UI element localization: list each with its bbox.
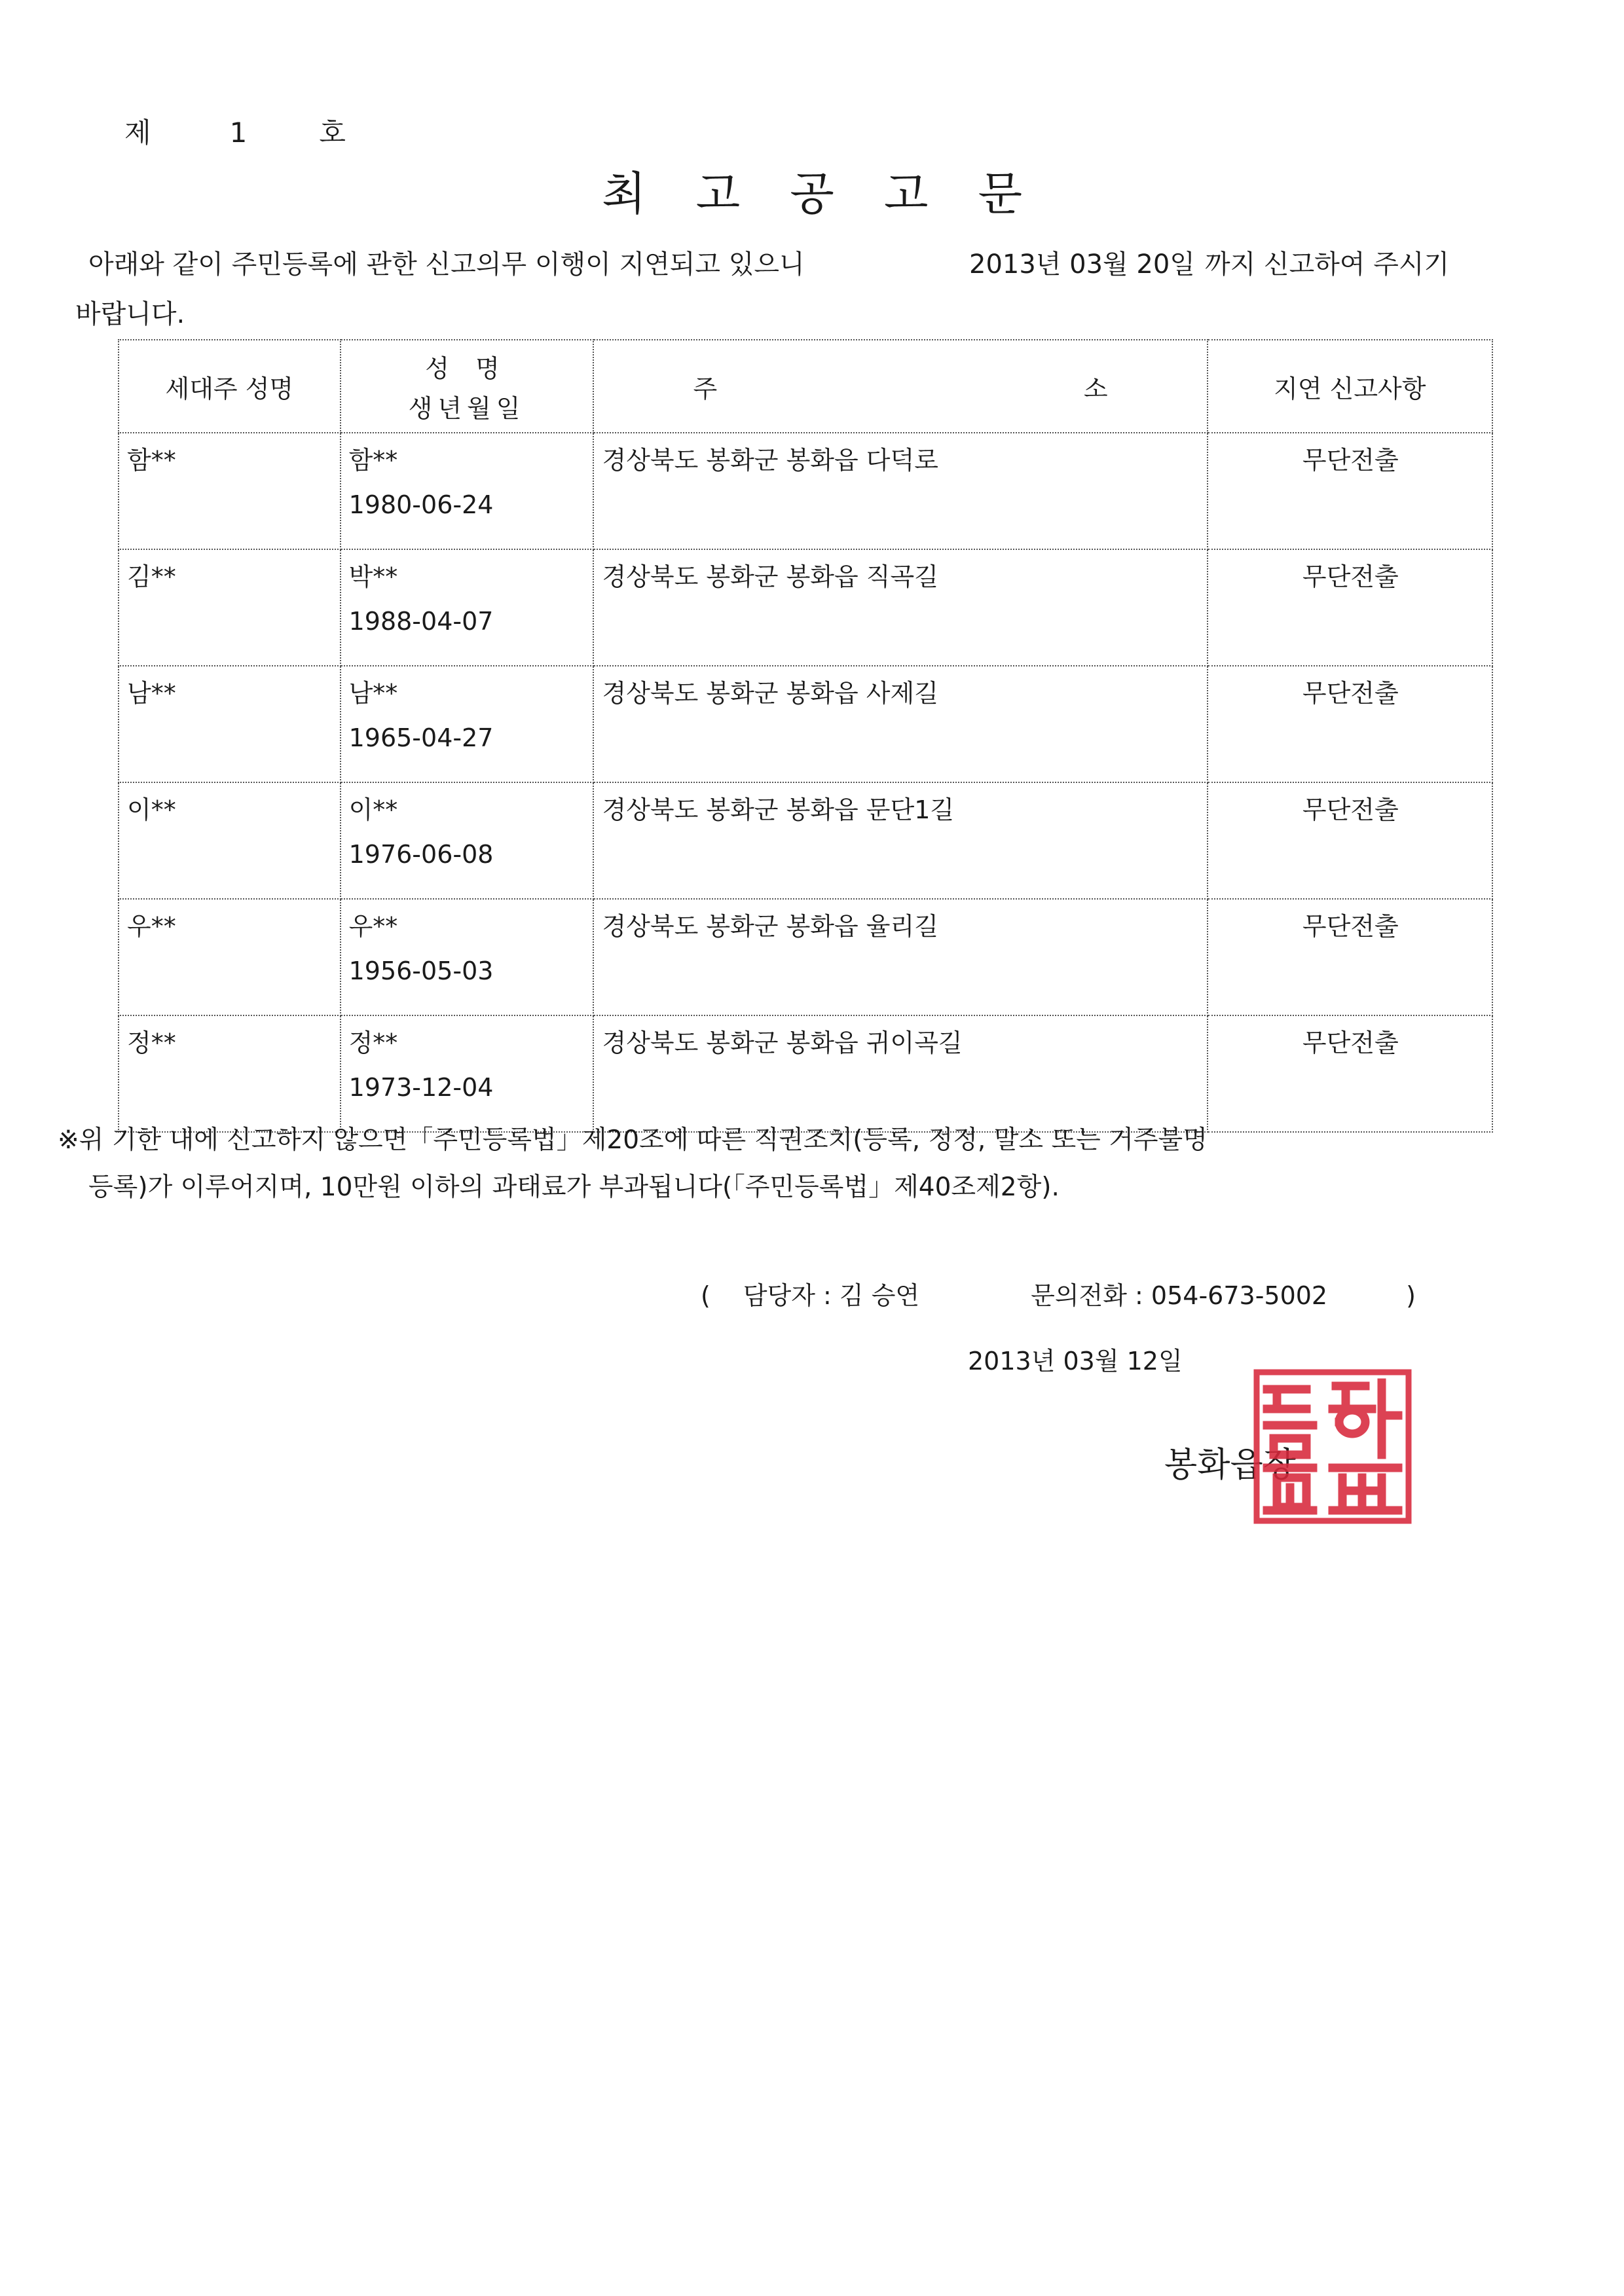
seal-icon bbox=[1247, 1363, 1418, 1530]
cell-householder: 김** bbox=[119, 549, 341, 666]
legal-notice-line2: 등록)가 이루어지며, 10만원 이하의 과태료가 부과됩니다(「주민등록법」제40조제2항). bbox=[88, 1173, 1060, 1202]
official-seal-stamp bbox=[1247, 1363, 1418, 1530]
header-birth: 생년월일 bbox=[408, 394, 526, 423]
table-header-row bbox=[119, 340, 1492, 433]
cell-birth: 1988-04-07 bbox=[348, 607, 494, 636]
header-name: 성 명 bbox=[425, 354, 509, 383]
header-name-birth bbox=[341, 340, 594, 433]
doc-number-suffix: 호 bbox=[319, 117, 346, 149]
title-char: 문 bbox=[978, 167, 1023, 221]
issuer-title: 봉화읍장 bbox=[1164, 1446, 1296, 1485]
cell-name-birth bbox=[341, 549, 594, 666]
cell-address: 경상북도 봉화군 봉화읍 율리길 bbox=[593, 899, 1207, 1015]
cell-householder: 우** bbox=[119, 899, 341, 1015]
cell-birth: 1980-06-24 bbox=[348, 490, 494, 519]
document-number bbox=[124, 111, 346, 151]
cell-name: 정** bbox=[348, 1029, 398, 1057]
cell-name-birth bbox=[341, 899, 594, 1015]
cell-address: 경상북도 봉화군 봉화읍 귀이곡길 bbox=[593, 1015, 1207, 1132]
cell-status: 무단전출 bbox=[1208, 1015, 1492, 1132]
header-status: 지연 신고사항 bbox=[1208, 340, 1492, 433]
contact-info bbox=[701, 1275, 1416, 1311]
title-char: 공 bbox=[790, 167, 834, 221]
cell-address: 경상북도 봉화군 봉화읍 다덕로 bbox=[593, 433, 1207, 549]
cell-birth: 1956-05-03 bbox=[348, 957, 494, 985]
table-row bbox=[119, 433, 1492, 549]
cell-status: 무단전출 bbox=[1208, 666, 1492, 782]
cell-address: 경상북도 봉화군 봉화읍 문단1길 bbox=[593, 782, 1207, 899]
intro-text-line1: 아래와 같이 주민등록에 관한 신고의무 이행이 지연되고 있으니 bbox=[88, 249, 805, 280]
header-address-part2: 소 bbox=[1083, 374, 1108, 403]
table-row bbox=[119, 899, 1492, 1015]
overdue-report-table bbox=[118, 339, 1493, 1133]
doc-number-prefix: 제 bbox=[124, 117, 151, 149]
contact-open-paren: ( bbox=[701, 1281, 710, 1310]
cell-status: 무단전출 bbox=[1208, 549, 1492, 666]
table-row bbox=[119, 549, 1492, 666]
contact-close-paren: ) bbox=[1406, 1281, 1416, 1310]
page-title bbox=[0, 157, 1624, 223]
cell-name-birth bbox=[341, 433, 594, 549]
header-householder: 세대주 성명 bbox=[119, 340, 341, 433]
cell-birth: 1973-12-04 bbox=[348, 1073, 494, 1102]
legal-notice-line1: ※위 기한 내에 신고하지 않으면「주민등록법」제20조에 따른 직권조치(등록, 정정, 말소 또는 거주불명 bbox=[58, 1125, 1208, 1155]
table-row bbox=[119, 782, 1492, 899]
cell-householder: 남** bbox=[119, 666, 341, 782]
deadline-date: 2013년 03월 20일 bbox=[969, 249, 1195, 280]
cell-name-birth bbox=[341, 666, 594, 782]
cell-birth: 1976-06-08 bbox=[348, 840, 494, 869]
intro-text-line2: 바랍니다. bbox=[75, 299, 185, 329]
cell-status: 무단전출 bbox=[1208, 433, 1492, 549]
issue-date: 2013년 03월 12일 bbox=[968, 1347, 1183, 1376]
table-row bbox=[119, 1015, 1492, 1132]
title-char: 고 bbox=[695, 167, 741, 221]
contact-phone: 문의전화 : 054-673-5002 bbox=[1031, 1281, 1328, 1310]
cell-householder: 정** bbox=[119, 1015, 341, 1132]
cell-householder: 함** bbox=[119, 433, 341, 549]
cell-address: 경상북도 봉화군 봉화읍 직곡길 bbox=[593, 549, 1207, 666]
cell-name: 함** bbox=[348, 446, 398, 475]
cell-householder: 이** bbox=[119, 782, 341, 899]
contact-person: 담당자 : 김 승연 bbox=[743, 1281, 920, 1310]
cell-name-birth bbox=[341, 1015, 594, 1132]
title-char: 고 bbox=[883, 167, 929, 221]
cell-status: 무단전출 bbox=[1208, 782, 1492, 899]
cell-address: 경상북도 봉화군 봉화읍 사제길 bbox=[593, 666, 1207, 782]
cell-name: 남** bbox=[348, 679, 398, 708]
header-address-part1: 주 bbox=[693, 374, 718, 403]
intro-text-line1-end: 까지 신고하여 주시기 bbox=[1205, 249, 1450, 280]
cell-name: 이** bbox=[348, 795, 398, 824]
table-row bbox=[119, 666, 1492, 782]
cell-birth: 1965-04-27 bbox=[348, 723, 494, 752]
cell-name: 우** bbox=[348, 912, 398, 941]
cell-name-birth bbox=[341, 782, 594, 899]
header-address bbox=[593, 340, 1207, 433]
doc-number-value: 1 bbox=[229, 117, 248, 149]
cell-status: 무단전출 bbox=[1208, 899, 1492, 1015]
cell-name: 박** bbox=[348, 562, 398, 591]
title-char: 최 bbox=[601, 167, 646, 221]
